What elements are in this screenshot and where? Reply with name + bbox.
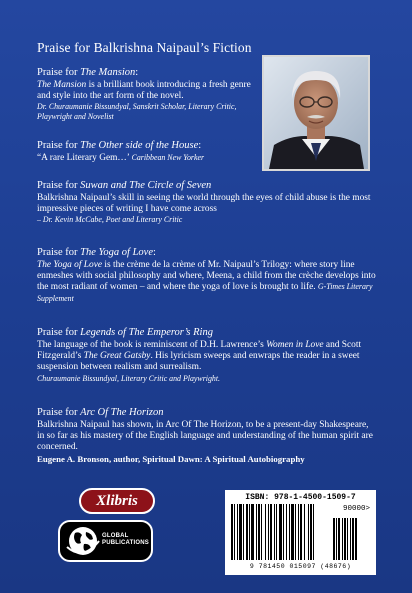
barcode-addon-bar — [338, 518, 340, 560]
price-code: 90000> — [343, 505, 371, 513]
book-title-inline: The Mansion — [37, 80, 87, 90]
title-prefix: Praise for — [37, 247, 81, 258]
author-photo — [262, 55, 370, 171]
barcode-addon-bar — [342, 518, 343, 560]
barcode-bar — [308, 504, 309, 560]
book-title: The Other side of the House — [80, 140, 199, 151]
barcode-bar — [243, 504, 244, 560]
barcode-bar — [231, 504, 233, 560]
review-the-mansion — [37, 66, 257, 122]
review-body: and Scott Fitzgerald’s — [37, 340, 362, 362]
barcode-bar — [295, 504, 296, 560]
barcode-bar — [249, 504, 250, 560]
barcode-bar — [258, 504, 260, 560]
barcode-bar — [279, 504, 282, 560]
review-suwan — [37, 179, 375, 225]
barcode-addon-bar — [344, 518, 346, 560]
book-title: Legends of The Emperor’s Ring — [80, 327, 213, 338]
review-other-side — [37, 139, 259, 164]
title-prefix: Praise for — [37, 140, 81, 151]
barcode-bar — [276, 504, 277, 560]
review-body: . His lyricism sweeps and enwraps the reader in a sweet suspension between realism and surrealism. — [37, 351, 360, 373]
barcode-bar — [300, 504, 302, 560]
barcode-bar — [291, 504, 294, 560]
review-body: is a brilliant book introducing a fresh genre and style into the art form of the novel. — [37, 80, 251, 102]
review-body: The language of the book is reminiscent of D.H. Lawrence’s — [37, 340, 267, 350]
book-title-inline: Women in Love — [266, 340, 324, 350]
globe-icon — [65, 523, 101, 559]
barcode-bar — [251, 504, 254, 560]
review-text — [37, 153, 259, 164]
barcode-bar — [274, 504, 275, 560]
section-title — [37, 66, 257, 79]
attribution: Churaumanie Bissundyal, Literary Critic and Playwright. — [37, 373, 221, 383]
review-body: is the crème de la crème of Mr. Naipaul’s Trilogy: where story line enmeshes with social philosophy and where, Meena, a child from the crèche develops into the most radiant of women – and where the yoga of love is brought to life. — [37, 260, 376, 293]
barcode-addon-bar — [347, 518, 348, 560]
attribution: Caribbean New Yorker — [131, 153, 205, 162]
barcode-bar — [289, 504, 290, 560]
barcode-bar — [310, 504, 312, 560]
barcode-bar — [283, 504, 284, 560]
book-title: Suwan and The Circle of Seven — [80, 180, 212, 191]
author-portrait-image — [264, 57, 368, 169]
barcode-bar — [246, 504, 248, 560]
global-label — [102, 533, 149, 547]
title-suffix: : — [198, 140, 202, 151]
title-suffix: : — [153, 247, 156, 258]
barcode-addon-bar — [355, 518, 357, 560]
barcode-addon-bar — [350, 518, 351, 560]
barcode-addon-bar — [336, 518, 337, 560]
barcode-bar — [270, 504, 272, 560]
barcode-addon-bar — [352, 518, 354, 560]
barcode-bars — [225, 504, 376, 564]
barcode-bar — [234, 504, 235, 560]
barcode-bar — [298, 504, 299, 560]
isbn-text: ISBN: 978-1-4500-1509-7 — [245, 493, 356, 502]
review-text — [37, 260, 377, 305]
attribution: G-Times Literary Supplement — [37, 282, 373, 303]
barcode-number: 9 781450 015097 (48676) — [249, 563, 352, 570]
barcode-bar — [261, 504, 262, 560]
barcode-bar — [265, 504, 266, 560]
barcode-bar — [268, 504, 269, 560]
book-title-inline: The Yoga of Love — [37, 260, 103, 270]
book-title: The Mansion — [80, 67, 136, 78]
section-title — [37, 179, 375, 192]
book-title: Arc Of The Horizon — [80, 407, 164, 418]
book-title: The Yoga of Love — [80, 247, 153, 258]
barcode-bar — [237, 504, 238, 560]
global-text: GLOBAL — [102, 533, 129, 539]
review-body: Balkrishna Naipaul has shown, in Arc Of The Horizon, to be a present-day Shakespeare, in so far as his mastery of the English language and understanding of the human spirit are concerned. — [37, 420, 373, 453]
review-body: “A rare Literary Gem…’ — [37, 153, 132, 163]
barcode-bar — [256, 504, 257, 560]
publications-text: PUBLICATIONS — [102, 540, 149, 546]
section-title — [37, 246, 377, 259]
review-body: Balkrishna Naipaul’s skill in seeing the world through the eyes of child abuse is the most impressive pieces of writing I have come across — [37, 193, 371, 215]
section-title — [37, 406, 373, 419]
barcode-bar — [304, 504, 305, 560]
barcode-addon-bar — [333, 518, 335, 560]
title-suffix: : — [135, 67, 139, 78]
barcode-bar — [313, 504, 314, 560]
title-prefix: Praise for — [37, 67, 81, 78]
review-legends — [37, 326, 375, 384]
review-arc-of-horizon — [37, 406, 373, 465]
review-text — [37, 80, 257, 102]
title-prefix: Praise for — [37, 327, 81, 338]
section-title — [37, 326, 375, 339]
global-publications-logo — [58, 520, 153, 562]
isbn-barcode — [225, 490, 376, 575]
book-title-inline: The Great Gatsby — [83, 351, 151, 362]
review-text — [37, 340, 375, 374]
attribution: Eugene A. Bronson, author, Spiritual Dawn: A Spiritual Autobiography — [37, 453, 305, 464]
xlibris-logo: Xlibris — [79, 488, 155, 514]
page-title: Praise for Balkrishna Naipaul’s Fiction — [37, 40, 252, 55]
title-prefix: Praise for — [37, 180, 81, 191]
attribution: Dr. Churaumanie Bissundyal, Sanskrit Scholar, Literary Critic, Playwright and Novelist — [37, 102, 237, 122]
section-title — [37, 139, 259, 152]
title-prefix: Praise for — [37, 407, 81, 418]
barcode-bar — [239, 504, 242, 560]
attribution: – Dr. Kevin McCabe, Poet and Literary Critic — [37, 215, 183, 225]
review-yoga-of-love — [37, 246, 377, 305]
barcode-bar — [286, 504, 287, 560]
